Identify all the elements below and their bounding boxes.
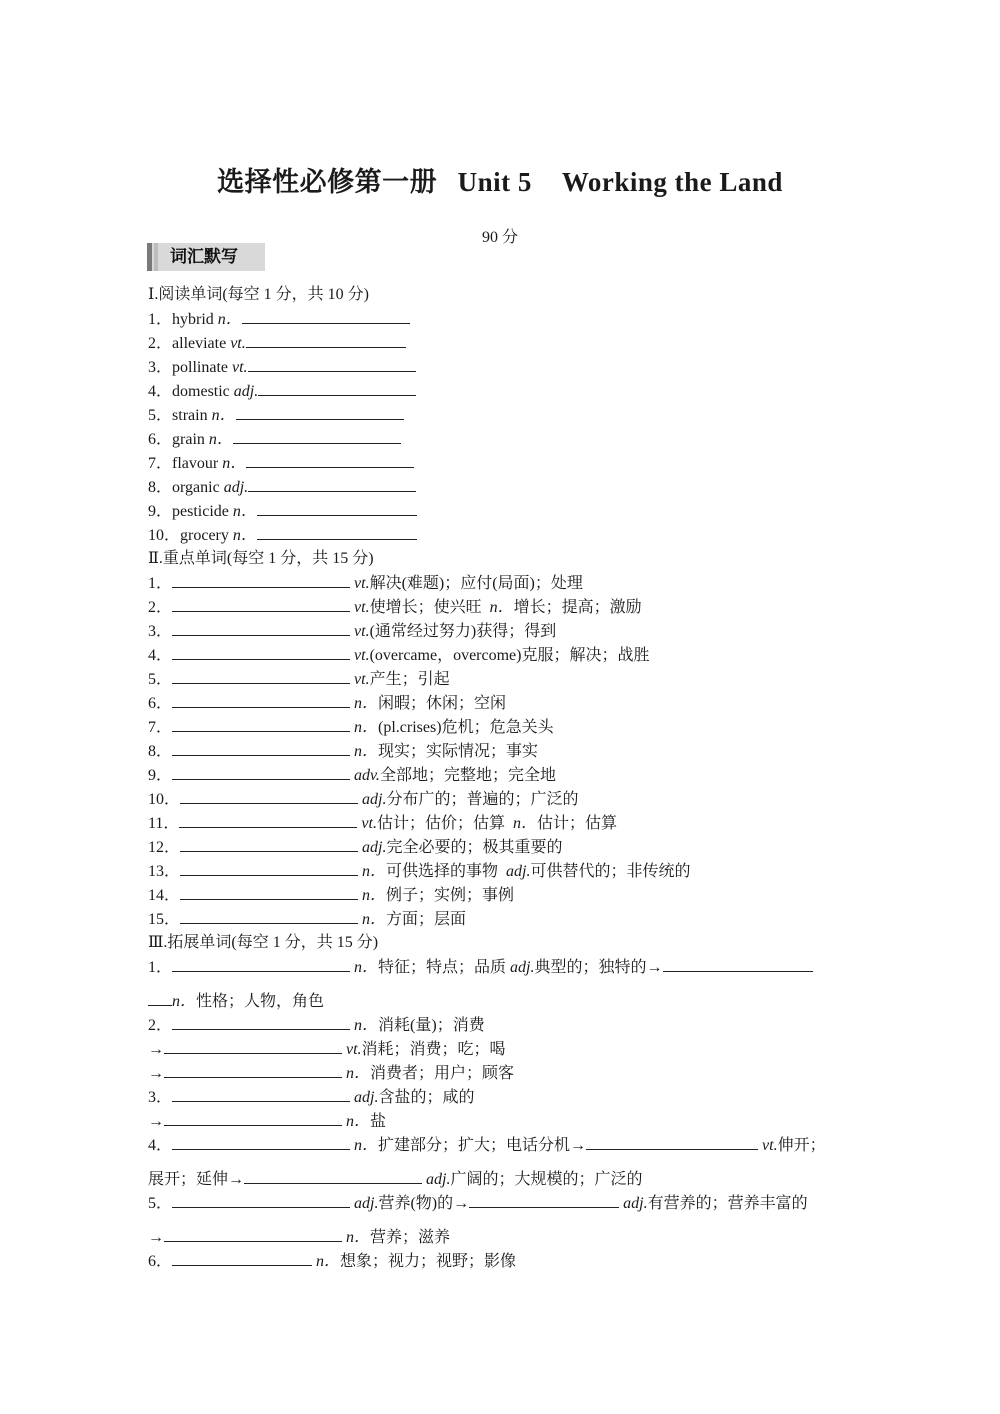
title-english: Working the Land	[561, 167, 783, 197]
part3-line-3: 2． n．消耗(量)；消费	[148, 1013, 868, 1037]
part1-item-5: 5．strain n．	[148, 403, 868, 427]
answer-blank[interactable]	[246, 451, 414, 468]
answer-blank[interactable]	[248, 355, 416, 372]
answer-blank[interactable]	[180, 787, 358, 804]
part2-item-12: 12． adj.完全必要的；极其重要的	[148, 835, 868, 859]
answer-blank[interactable]	[257, 499, 417, 516]
part3-line-7: → n．盐	[148, 1109, 868, 1133]
part1-item-2: 2．alleviate vt.	[148, 331, 868, 355]
score-label: 90 分	[481, 229, 518, 246]
answer-blank[interactable]	[164, 1225, 342, 1242]
answer-blank[interactable]	[242, 307, 410, 324]
part3-line-12: 6． n．想象；视力；视野；影像	[148, 1249, 868, 1273]
answer-blank[interactable]	[172, 715, 350, 732]
page-title	[0, 160, 1000, 199]
part3-line-2: n．性格；人物，角色	[148, 989, 868, 1013]
answer-blank[interactable]	[236, 403, 404, 420]
answer-blank[interactable]	[180, 883, 358, 900]
part2-item-9: 9． adv.全部地；完整地；完全地	[148, 763, 868, 787]
part1-heading: Ⅰ.阅读单词(每空 1 分，共 10 分)	[148, 286, 369, 303]
part2-item-8: 8． n．现实；实际情况；事实	[148, 739, 868, 763]
part2-item-2: 2． vt.使增长；使兴旺 n．增长；提高；激励	[148, 595, 868, 619]
section-badge: 词汇默写	[147, 243, 265, 271]
part2-item-15: 15． n．方面；层面	[148, 907, 868, 931]
part1-item-10: 10．grocery n．	[148, 523, 868, 547]
answer-blank[interactable]	[164, 1061, 342, 1078]
answer-blank[interactable]	[180, 835, 358, 852]
part1-item-8: 8．organic adj.	[148, 475, 868, 499]
answer-blank[interactable]	[164, 1109, 342, 1126]
part2-item-4: 4． vt.(overcame，overcome)克服；解决；战胜	[148, 643, 868, 667]
title-unit: Unit 5	[457, 167, 532, 197]
part3-heading: Ⅲ.拓展单词(每空 1 分，共 15 分)	[148, 934, 379, 951]
answer-blank[interactable]	[172, 955, 350, 972]
part3-line-11: → n．营养；滋养	[148, 1225, 868, 1249]
part2-item-7: 7． n．(pl.crises)危机；危急关头	[148, 715, 868, 739]
exercise-content	[148, 283, 868, 1273]
answer-blank[interactable]	[233, 427, 401, 444]
answer-blank[interactable]	[172, 667, 350, 684]
answer-blank[interactable]	[172, 1013, 350, 1030]
answer-blank[interactable]	[586, 1133, 758, 1150]
answer-blank[interactable]	[248, 475, 416, 492]
answer-blank[interactable]	[172, 763, 350, 780]
answer-blank[interactable]	[246, 331, 406, 348]
part3-line-10: 5． adj.营养(物)的→ adj.有营养的；营养丰富的	[148, 1191, 868, 1225]
answer-blank[interactable]	[180, 859, 358, 876]
part2-item-14: 14． n．例子；实例；事例	[148, 883, 868, 907]
part2-item-3: 3． vt.(通常经过努力)获得；得到	[148, 619, 868, 643]
answer-blank[interactable]	[180, 907, 358, 924]
part1-item-6: 6．grain n．	[148, 427, 868, 451]
part2-item-13: 13． n．可供选择的事物 adj.可供替代的；非传统的	[148, 859, 868, 883]
part2-item-11: 11． vt.估计；估价；估算 n．估计；估算	[148, 811, 868, 835]
answer-blank[interactable]	[172, 619, 350, 636]
answer-blank[interactable]	[172, 1085, 350, 1102]
answer-blank[interactable]	[172, 571, 350, 588]
part1-item-3: 3．pollinate vt.	[148, 355, 868, 379]
part3-line-8: 4． n．扩建部分；扩大；电话分机→ vt.伸开；	[148, 1133, 868, 1167]
part2-item-10: 10． adj.分布广的；普遍的；广泛的	[148, 787, 868, 811]
part3-line-6: 3． adj.含盐的；咸的	[148, 1085, 868, 1109]
answer-blank[interactable]	[663, 955, 813, 972]
answer-blank[interactable]	[172, 739, 350, 756]
answer-blank[interactable]	[257, 523, 417, 540]
part1-item-4: 4．domestic adj.	[148, 379, 868, 403]
answer-blank[interactable]	[172, 643, 350, 660]
answer-blank[interactable]	[172, 1191, 350, 1208]
answer-blank[interactable]	[258, 379, 416, 396]
answer-blank[interactable]	[469, 1191, 619, 1208]
title-chinese: 选择性必修第一册	[217, 167, 438, 197]
part1-item-7: 7．flavour n．	[148, 451, 868, 475]
answer-blank[interactable]	[172, 691, 350, 708]
part3-line-4: → vt.消耗；消费；吃；喝	[148, 1037, 868, 1061]
part2-item-6: 6． n．闲暇；休闲；空闲	[148, 691, 868, 715]
part1-item-1: 1．hybrid n．	[148, 307, 868, 331]
part3-line-5: → n．消费者；用户；顾客	[148, 1061, 868, 1085]
part3-line-9: 展开；延伸→ adj.广阔的；大规模的；广泛的	[148, 1167, 868, 1191]
part2-item-1: 1． vt.解决(难题)；应付(局面)；处理	[148, 571, 868, 595]
answer-blank[interactable]	[172, 1133, 350, 1150]
answer-blank[interactable]	[148, 989, 172, 1006]
answer-blank[interactable]	[172, 595, 350, 612]
answer-blank[interactable]	[244, 1167, 422, 1184]
part3-line-1: 1． n．特征；特点；品质 adj.典型的；独特的→	[148, 955, 868, 989]
answer-blank[interactable]	[172, 1249, 312, 1266]
answer-blank[interactable]	[164, 1037, 342, 1054]
answer-blank[interactable]	[179, 811, 357, 828]
part1-item-9: 9．pesticide n．	[148, 499, 868, 523]
part2-heading: Ⅱ.重点单词(每空 1 分，共 15 分)	[148, 550, 374, 567]
part2-item-5: 5． vt.产生；引起	[148, 667, 868, 691]
